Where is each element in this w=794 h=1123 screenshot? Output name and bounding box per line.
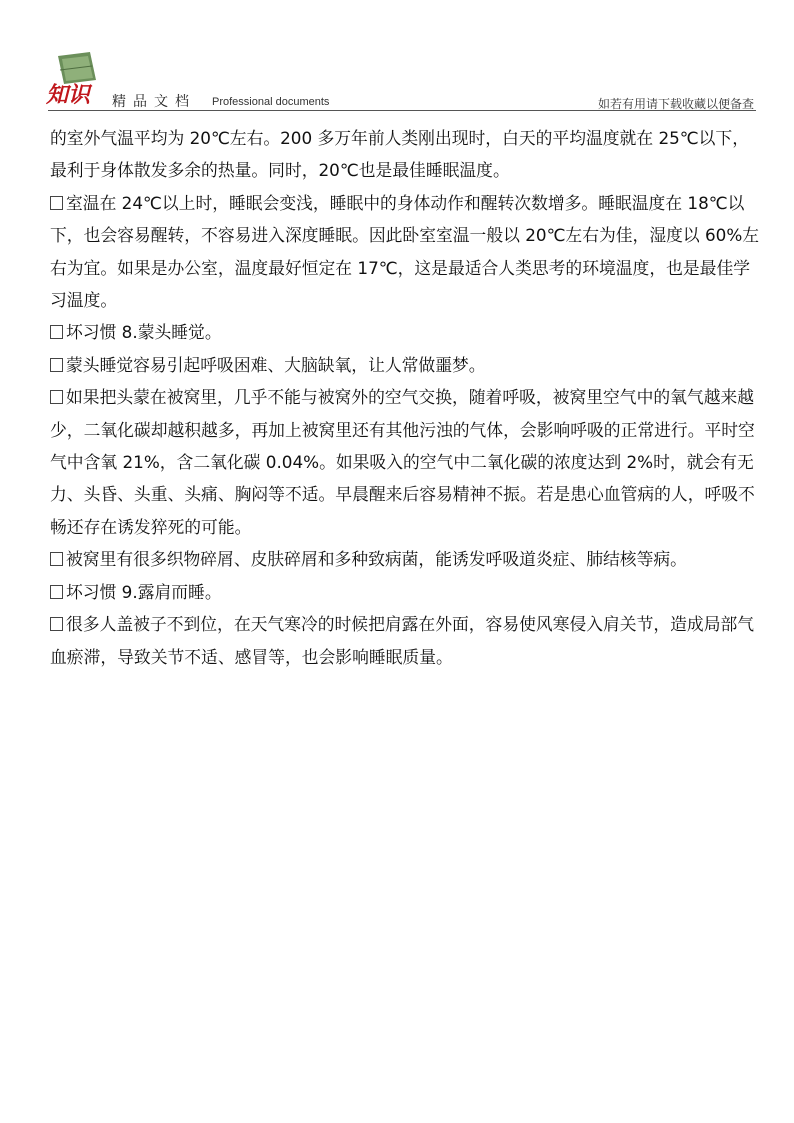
paragraph: 蒙头睡觉容易引起呼吸困难、大脑缺氧，让人常做噩梦。: [50, 349, 762, 381]
paragraph: 被窝里有很多织物碎屑、皮肤碎屑和多种致病菌，能诱发呼吸道炎症、肺结核等病。: [50, 543, 762, 575]
missing-glyph-box-icon: [50, 617, 63, 631]
header-divider: [48, 110, 756, 111]
document-body: [50, 122, 762, 673]
missing-glyph-box-icon: [50, 552, 63, 566]
page-header: [0, 0, 794, 112]
missing-glyph-box-icon: [50, 585, 63, 599]
logo-lettering: 知识: [46, 82, 91, 106]
book-logo-icon: [44, 50, 104, 106]
paragraph: 的室外气温平均为 20℃左右。200 多万年前人类刚出现时，白天的平均温度就在 25℃以下，最利于身体散发多余的热量。同时，20℃也是最佳睡眠温度。: [50, 128, 749, 181]
brand-subtitle: Professional documents: [212, 96, 330, 108]
missing-glyph-box-icon: [50, 390, 63, 404]
missing-glyph-box-icon: [50, 358, 63, 372]
missing-glyph-box-icon: [50, 196, 63, 210]
paragraph: 室温在 24℃以上时，睡眠会变浅，睡眠中的身体动作和醒转次数增多。睡眠温度在 18℃以下，也会容易醒转，不容易进入深度睡眠。因此卧室室温一般以 20℃左右为佳，湿度以 60%左右为宜。如果是办公室，温度最好恒定在 17℃，这是最适合人类思考的环境温度，也是最佳学习温度。: [50, 192, 760, 311]
paragraph: 坏习惯 9.露肩而睡。: [50, 576, 762, 608]
brand-title: 精品文档: [112, 94, 196, 110]
paragraph: 如果把头蒙在被窝里，几乎不能与被窝外的空气交换，随着呼吸，被窝里空气中的氧气越来越少，二氧化碳却越积越多，再加上被窝里还有其他污浊的气体，会影响呼吸的正常进行。平时空气中含氧 21%，含二氧化碳 0.04%。如果吸入的空气中二氧化碳的浓度达到 2%时，就会有无力、头昏、头重、头痛、胸闷等不适。早晨醒来后容易精神不振。若是患心血管病的人，呼吸不畅还存在诱发猝死的可能。: [50, 387, 755, 537]
paragraph: 坏习惯 8.蒙头睡觉。: [50, 316, 762, 348]
paragraph: 很多人盖被子不到位，在天气寒冷的时候把肩露在外面，容易使风寒侵入肩关节，造成局部气血瘀滞，导致关节不适、感冒等，也会影响睡眠质量。: [50, 614, 755, 667]
missing-glyph-box-icon: [50, 325, 63, 339]
download-note: 如若有用请下载收藏以便备查: [597, 97, 754, 111]
